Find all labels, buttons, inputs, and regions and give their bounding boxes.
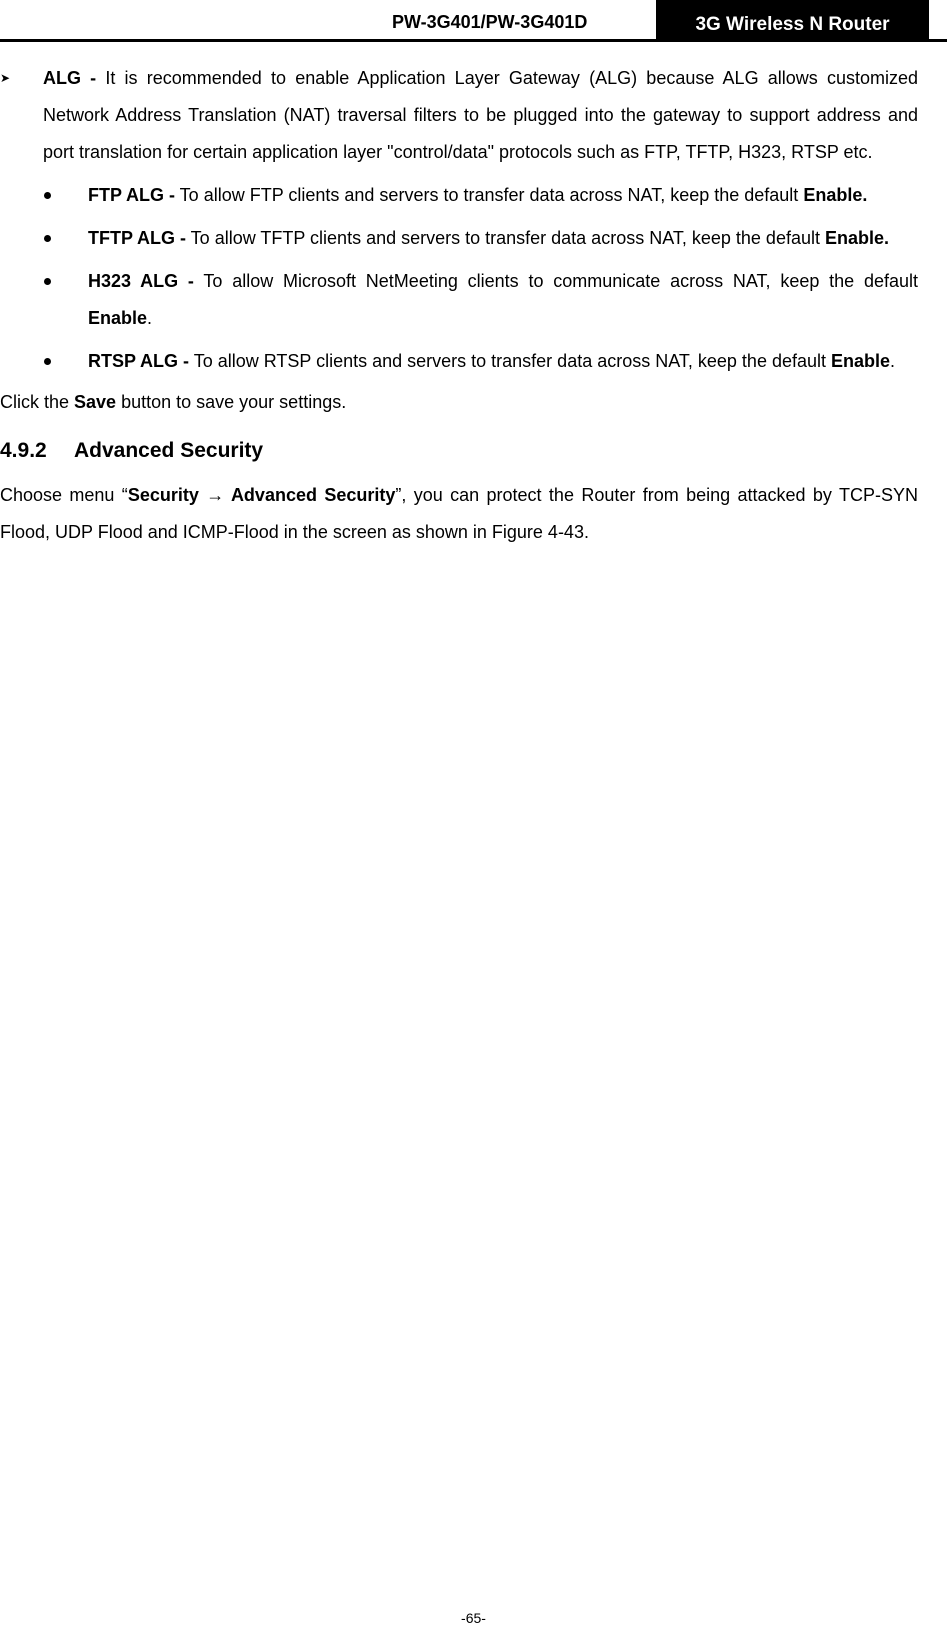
section-number: 4.9.2: [0, 439, 47, 462]
arrow-bullet-icon: ➤: [0, 71, 11, 85]
document-body: [0, 60, 918, 551]
bullet-dot-icon: [44, 235, 51, 242]
bullet-dot-icon: [44, 358, 51, 365]
alg-text: It is recommended to enable Application Layer Gateway (ALG) because ALG allows customized Network Address Translation (NAT) traversal filters to be plugged into the gateway to support address and port translation for certain application layer "control/data" protocols such as FTP, TFTP, H323, RTSP etc.: [43, 68, 918, 162]
bullet-label: FTP ALG -: [88, 185, 175, 205]
page-number: -65-: [461, 1610, 486, 1626]
bullet-dot-icon: [44, 192, 51, 199]
bullet-tail: .: [147, 308, 153, 328]
bullet-text: To allow RTSP clients and servers to transfer data across NAT, keep the default: [189, 351, 832, 371]
bullet-ftp-alg: [0, 177, 918, 214]
bullet-text: To allow FTP clients and servers to transfer data across NAT, keep the default: [175, 185, 804, 205]
bullet-text: To allow Microsoft NetMeeting clients to communicate across NAT, keep the default: [193, 271, 918, 291]
para-pre: Choose menu “: [0, 485, 128, 505]
section-title: Advanced Security: [74, 439, 264, 462]
bullet-value: Enable.: [803, 185, 868, 205]
model-name: PW-3G401/PW-3G401D: [392, 12, 588, 32]
save-instruction: [0, 384, 918, 421]
bullet-label: TFTP ALG -: [88, 228, 186, 248]
header-rule: [0, 39, 947, 42]
section-heading: [0, 433, 918, 469]
menu-security: Security: [127, 485, 199, 505]
bullet-tail: .: [890, 351, 896, 371]
alg-paragraph: [0, 60, 918, 171]
bullet-value: Enable: [831, 351, 891, 371]
bullet-value: Enable: [88, 308, 148, 328]
bullet-rtsp-alg: [0, 343, 918, 380]
save-post: button to save your settings.: [116, 392, 347, 412]
bullet-tftp-alg: [0, 220, 918, 257]
product-name-tab: 3G Wireless N Router: [656, 0, 929, 40]
bullet-text: To allow TFTP clients and servers to transfer data across NAT, keep the default: [186, 228, 825, 248]
save-pre: Click the: [0, 392, 75, 412]
bullet-label: RTSP ALG -: [88, 351, 190, 371]
para-post: ”, you can protect the Router from being attacked by TCP-SYN Flood, UDP Flood and ICMP-Flood in the screen as shown in Figure 4-43.: [0, 485, 918, 542]
bullet-h323-alg: [0, 263, 918, 337]
page-header: [0, 0, 947, 42]
bullet-value: Enable.: [824, 228, 890, 248]
advanced-security-paragraph: [0, 477, 918, 551]
bullet-label: H323 ALG -: [88, 271, 194, 291]
menu-advanced-security: Advanced Security: [230, 485, 396, 505]
alg-label: ALG -: [43, 68, 97, 88]
save-keyword: Save: [74, 392, 117, 412]
bullet-dot-icon: [44, 278, 51, 285]
menu-arrow: →: [198, 485, 231, 505]
